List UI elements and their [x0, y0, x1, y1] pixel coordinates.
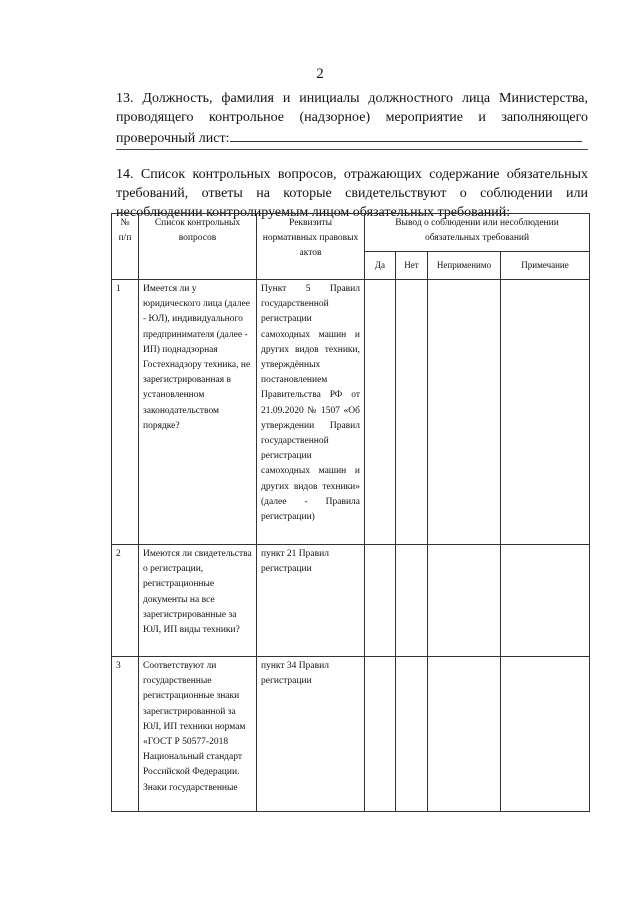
- section-13-line-1: 13. Должность, фамилия и инициалы должностного лица Министерства,: [116, 91, 588, 106]
- header-note: Примечание: [501, 252, 590, 280]
- table-row: [112, 545, 590, 657]
- row-note-cell[interactable]: [501, 280, 590, 545]
- section-13-blank-line-2: [116, 149, 588, 150]
- section-14-line-2: требований, ответы на которые свидетельствуют о соблюдении или: [116, 186, 588, 201]
- row-note-cell[interactable]: [501, 657, 590, 812]
- row-question: Имеются ли свидетельства о регистрации, регистрационные документы на все зарегистрированные за ЮЛ, ИП виды техники?: [139, 545, 257, 657]
- row-yes-cell[interactable]: [365, 545, 396, 657]
- row-na-cell[interactable]: [428, 280, 501, 545]
- row-no-cell[interactable]: [396, 545, 428, 657]
- row-no-cell[interactable]: [396, 657, 428, 812]
- header-requisites: Реквизиты нормативных правовых актов: [257, 214, 365, 280]
- table-row: [112, 280, 590, 545]
- header-yes: Да: [365, 252, 396, 280]
- header-questions: Список контрольных вопросов: [139, 214, 257, 280]
- header-no: Нет: [396, 252, 428, 280]
- section-14-line-1: 14. Список контрольных вопросов, отражающих содержание обязательных: [116, 167, 588, 182]
- row-num: 2: [112, 545, 139, 657]
- row-note-cell[interactable]: [501, 545, 590, 657]
- row-na-cell[interactable]: [428, 545, 501, 657]
- row-yes-cell[interactable]: [365, 280, 396, 545]
- row-requisite: пункт 34 Правил регистрации: [257, 657, 365, 812]
- section-13: [116, 89, 588, 148]
- section-13-fill-line: [230, 127, 582, 142]
- row-na-cell[interactable]: [428, 657, 501, 812]
- row-question: Соответствуют ли государственные регистрационные знаки зарегистрированной за ЮЛ, ИП техники нормам «ГОСТ Р 50577-2018 Национальный стандарт Российской Федерации. Знаки государственные: [139, 657, 257, 812]
- page-number: 2: [316, 66, 324, 82]
- requirements-table: [111, 213, 590, 812]
- section-13-line-2: проводящего контрольное (надзорное) мероприятие и заполняющего: [116, 110, 588, 125]
- section-13-label: проверочный лист:: [116, 131, 230, 146]
- row-question: Имеется ли у юридического лица (далее - ЮЛ), индивидуального предпринимателя (далее - ИП) поднадзорная Гостехнадзору техника, не зарегистрированная в установленном законодательством порядке?: [139, 280, 257, 545]
- header-conclusion: Вывод о соблюдении или несоблюдении обязательных требований: [365, 214, 590, 252]
- header-not-applicable: Неприменимо: [428, 252, 501, 280]
- section-14-line-3: несоблюдении контролируемым лицом обязательных требований:: [116, 205, 511, 220]
- row-num: 3: [112, 657, 139, 812]
- row-num: 1: [112, 280, 139, 545]
- table-row: [112, 657, 590, 812]
- header-num: № п/п: [112, 214, 139, 280]
- row-yes-cell[interactable]: [365, 657, 396, 812]
- section-13-line-3: [116, 127, 588, 148]
- row-no-cell[interactable]: [396, 280, 428, 545]
- row-requisite: Пункт 5 Правил государственной регистрации самоходных машин и других видов техники, утверждённых постановлением Правительства РФ от 21.09.2020 № 1507 «Об утверждении Правил государственной регистрации самоходных машин и других видов техники» (далее - Правила регистрации): [257, 280, 365, 545]
- row-requisite: пункт 21 Правил регистрации: [257, 545, 365, 657]
